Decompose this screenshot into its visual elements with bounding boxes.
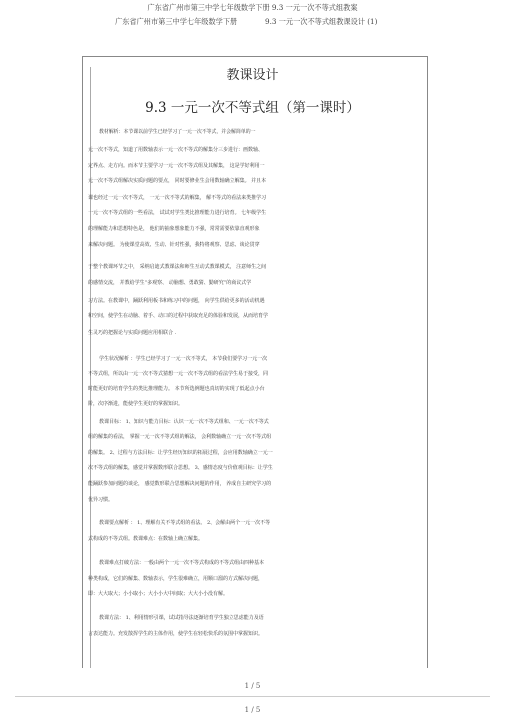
body-line: 和空间，使学生在动脑、着手、动口的过程中获取充足的体验和发展，从而培育学 bbox=[88, 313, 269, 319]
body-line: 的解集。 2、过程与方法目标：让学生经历知识的拓展过程，会应用数轴确立一元一 bbox=[88, 450, 273, 456]
body-line: 元一次不等式组解决实质问题的要点， 同时要修业生会用数轴确立解集。 并且本 bbox=[88, 178, 267, 184]
body-line: 的感情交流， 并教给学生“多观察、 动脑想、勇敢猜、勤研究”的商议式学 bbox=[88, 280, 252, 286]
document-header-title: 广东省广州市第三中学七年级数学下册 9.3 一元一次不等式组教案 bbox=[147, 3, 358, 12]
body-line: 教课难点打破方法：一般由两个一元一次不等式构成的不等式组由四种基本 bbox=[99, 560, 265, 566]
body-line: 组的解集的看法， 掌握一元一次不等式组的解法， 会利数轴确立一元一次不等式组 bbox=[88, 434, 272, 440]
body-line: 一元一次不等式组的一些看法， 试试对学生类比推理能力进行培育。 七年级学生 bbox=[88, 210, 267, 216]
body-line: 能踊跃参加问题的谈论， 感觉数形联合思想解决问题的作用， 养成自主研究学习的 bbox=[88, 481, 272, 487]
body-line: 阶，次序渐进，能使学生更好的掌握知识。 bbox=[88, 401, 184, 407]
body-line: 于整个教课环节之中， 采纳启迪式教课法和师生互动式教课模式， 注意师生之间 bbox=[88, 264, 267, 270]
body-line: 不等式组，所以由一元一次不等式猜想一元一次不等式组的看法学生易于接受，同 bbox=[88, 371, 269, 377]
body-line: 学生状况解析 ：学生已经学习了一元一次不等式， 本节我们要学习一元一次 bbox=[99, 356, 268, 362]
subheader-right: 9.3 一元一次不等式组教课设计 (1) bbox=[265, 17, 378, 26]
page-title: 教课设计 bbox=[226, 68, 279, 83]
body-line: 来解决问题。 为使课堂高效、生动、针对性强，我特将观察、思虑、谈论贯穿 bbox=[88, 242, 260, 248]
body-line: 教课要点解析 ： 1、理解有关不等式组的看法。 2、会解由两个一元一次不等 bbox=[99, 520, 271, 526]
body-line: 定界点、走方向。而本节主要学习一元一次不等式组及其解集， 这是学好利用一 bbox=[88, 163, 265, 169]
body-line: 习方法。在教课中，踊跃利用板书和练习中的问题， 向学生供给更多的活动机遇 bbox=[88, 298, 265, 304]
body-line: 课也经过一元一次不等式， 一元一次不等式的解集， 解不等式的看法来类推学习 bbox=[88, 195, 267, 201]
body-line: 式构成的不等式组。教课难点：在数轴上确立解集。 bbox=[88, 536, 204, 542]
subheader-left: 广东省广州市第三中学七年级数学下册 bbox=[115, 17, 238, 26]
page-divider bbox=[15, 696, 490, 697]
body-line: 元一次不等式，知道了用数轴表示一元一次不等式的解集分三步进行：画数轴、 bbox=[88, 147, 264, 153]
document-subheader bbox=[0, 17, 505, 28]
body-line: 种类构成，它们的解集、数轴表示，学生很难确立，用顺口溜的方式解决问题， bbox=[88, 576, 264, 582]
next-page-number: 1 / 5 bbox=[244, 706, 261, 714]
body-line: 即：大大取大；小小取小；大小小大中间取；大大小小没有解。 bbox=[88, 591, 229, 597]
body-line: 教课方法： 1、利用情形引课，试试指导法逐渐培育学生独立思虑能力及语 bbox=[99, 615, 264, 621]
lesson-subtitle: 9.3 一元一次不等式组（第一课时） bbox=[145, 100, 360, 116]
body-line: 教课目标： 1、知识与能力目标：认识一元一次不等式组和、一元一次不等式 bbox=[99, 419, 269, 425]
body-line: 言表达能力。充发散挥学生的主体作用，使学生在轻松快乐的氛围中掌握知识。 bbox=[88, 631, 264, 637]
body-line: 教材解析：本节课以前学生已经学习了一元一次不等式，并会解简单的一 bbox=[99, 129, 256, 135]
body-line: 生灵巧的把握论与实质问题应用相联合 . bbox=[88, 330, 177, 336]
body-line: 时能更好的培育学生的类比推理能力。 本节所选例题也真切的实现了低起点小台 bbox=[88, 386, 265, 392]
body-line: 的理解能力和思想特色是， 他们的抽象想象能力不强，常常需要依靠直观形象 bbox=[88, 226, 260, 232]
page-number: 1 / 5 bbox=[244, 682, 261, 690]
body-line: 优异习惯。 bbox=[88, 497, 114, 503]
body-line: 次不等式组的解集，感觉并掌握数形联合思想。 3、感情态度与价值观目标：让学生 bbox=[88, 465, 273, 471]
